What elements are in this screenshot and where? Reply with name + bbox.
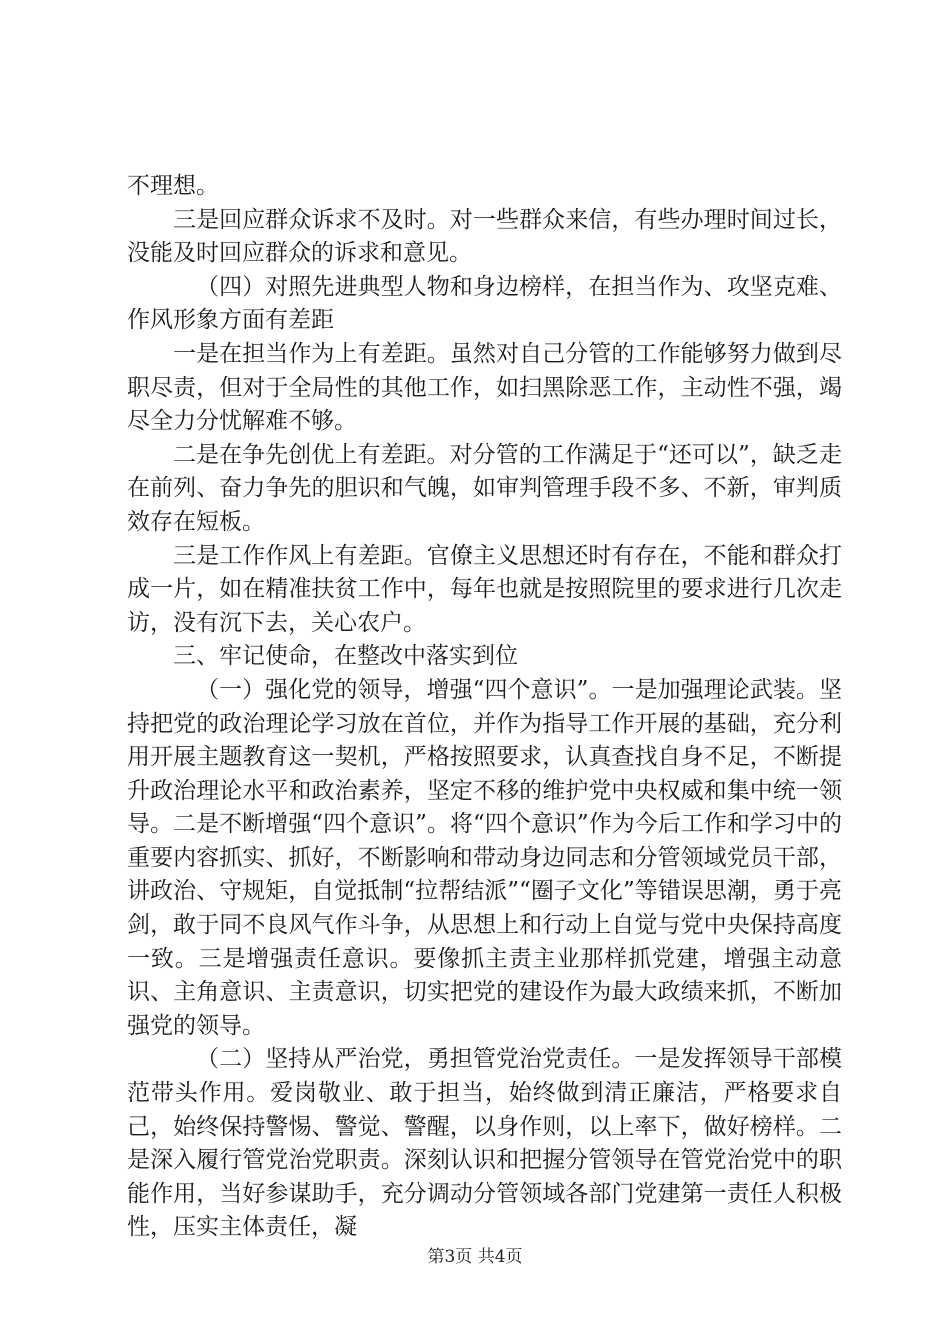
paragraph-response-issue: 三是回应群众诉求不及时。对一些群众来信，有些办理时间过长，没能及时回应群众的诉求和意见。: [127, 206, 842, 267]
paragraph-strict-governance: （二）坚持从严治党，勇担管党治党责任。一是发挥领导干部模范带头作用。爱岗敬业、敢于担当，始终做到清正廉洁，严格要求自己，始终保持警惕、警觉、警醒，以身作则，以上率下，做好榜样。二是深入履行管党治党职责。深刻认识和把握分管领导在管党治党中的职能作用，当好参谋助手，充分调动分管领域各部门党建第一责任人积极性，压实主体责任，凝: [127, 1046, 842, 1241]
paragraph-responsibility-gap: 一是在担当作为上有差距。虽然对自己分管的工作能够努力做到尽职尽责，但对于全局性的其他工作，如扫黑除恶工作，主动性不强，竭尽全力分忧解难不够。: [127, 340, 842, 435]
page-number-footer: 第3页 共4页: [427, 1247, 523, 1267]
paragraph-party-leadership: （一）强化党的领导，增强“四个意识”。一是加强理论武装。坚持把党的政治理论学习放在首位，并作为指导工作开展的基础，充分利用开展主题教育这一契机，严格按照要求，认真查找自身不足，不断提升政治理论水平和政治素养，坚定不移的维护党中央权威和集中统一领导。二是不断增强“四个意识”。将“四个意识”作为今后工作和学习中的重要内容抓实、抓好，不断影响和带动身边同志和分管领域党员干部，讲政治、守规矩，自觉抵制“拉帮结派”“圈子文化”等错误思潮，勇于亮剑，敢于同不良风气作斗争，从思想上和行动上自觉与党中央保持高度一致。三是增强责任意识。要像抓主责主业那样抓党建，增强主动意识、主角意识、主责意识，切实把党的建设作为最大政绩来抓，不断加强党的领导。: [127, 676, 842, 1039]
section-heading-three: 三、牢记使命，在整改中落实到位: [173, 643, 518, 670]
paragraph-continuation: 不理想。: [127, 173, 219, 199]
paragraph-excellence-gap: 二是在争先创优上有差距。对分管的工作满足于“还可以”，缺乏走在前列、奋力争先的胆识和气魄，如审判管理手段不多、不新，审判质效存在短板。: [127, 441, 842, 535]
paragraph-work-style-gap: 三是工作作风上有差距。官僚主义思想还时有存在，不能和群众打成一片，如在精准扶贫工作中，每年也就是按照院里的要求进行几次走访，没有沉下去，关心农户。: [127, 542, 842, 636]
subheading-four: （四）对照先进典型人物和身边榜样，在担当作为、攻坚克难、作风形象方面有差距: [127, 273, 842, 334]
document-body: [127, 170, 842, 1245]
